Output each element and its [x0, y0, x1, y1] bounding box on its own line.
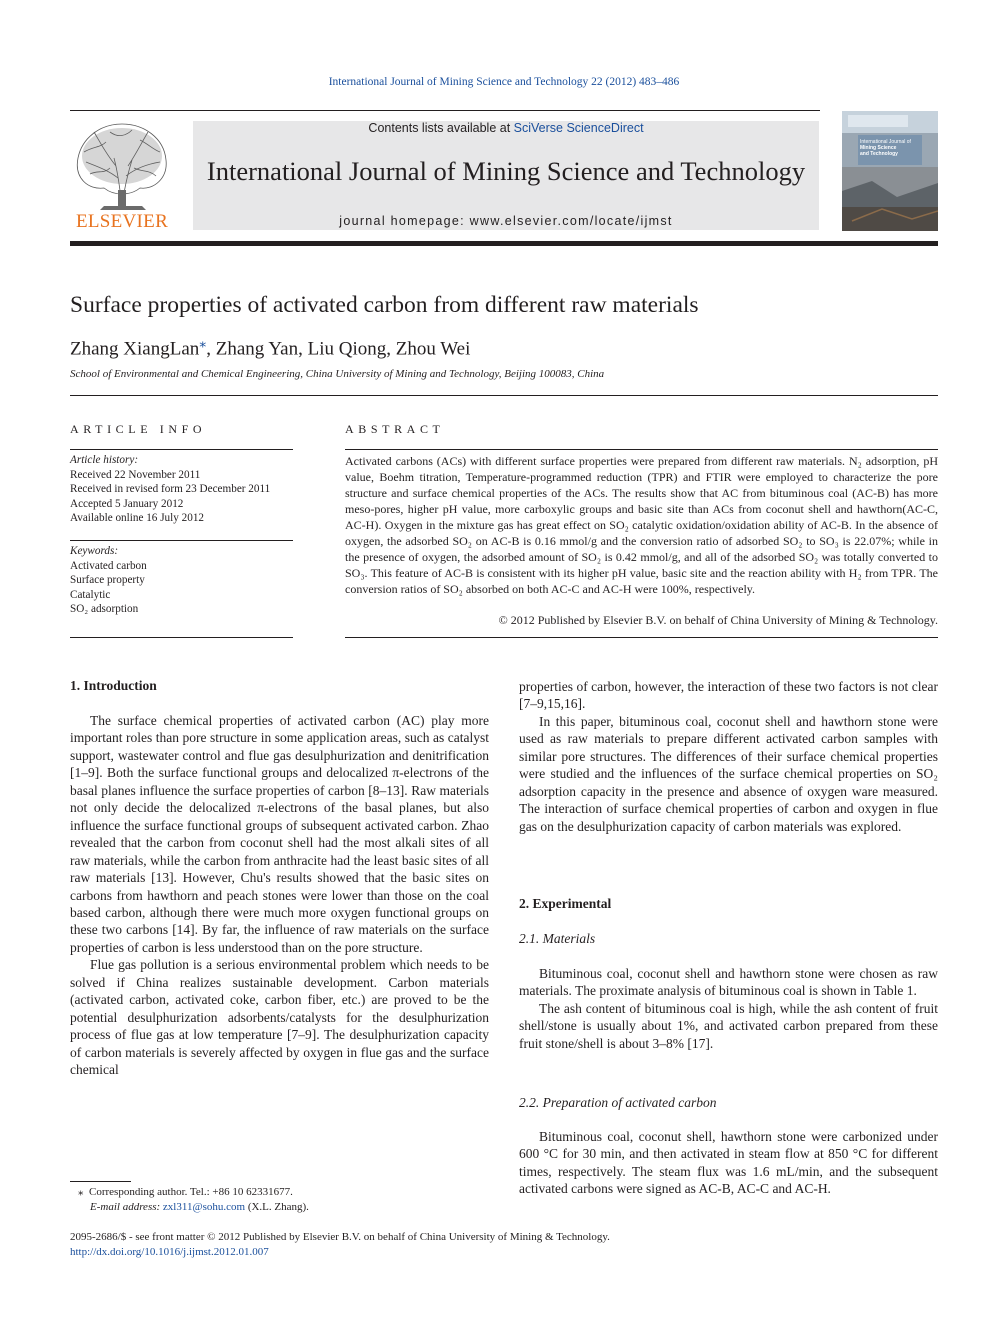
keyword-item: SO₂ adsorption — [70, 603, 139, 615]
introduction-body — [70, 712, 489, 1079]
history-revised: Received in revised form 23 December 2011 — [70, 483, 271, 495]
materials-body — [519, 965, 938, 1052]
section-heading-experimental: 2. Experimental — [519, 896, 612, 911]
doi-link[interactable]: http://dx.doi.org/10.1016/j.ijmst.2012.01.007 — [70, 1246, 269, 1258]
footnote-text: Corresponding author. Tel.: +86 10 62331677. — [89, 1186, 293, 1198]
footnote-mark: ⁎ — [78, 1186, 84, 1198]
elsevier-wordmark: ELSEVIER — [75, 211, 169, 232]
author-list — [70, 335, 470, 360]
contents-line — [193, 121, 819, 135]
article-title: Surface properties of activated carbon from different raw materials — [70, 292, 699, 318]
abstract-text: Activated carbons (ACs) with different surface properties were prepared from different raw materials. N₂ adsorption, pH value, Boehm titration, Temperature-programmed reduction (TPR) and FTIR were employed to characterize the pore structure and surface chemical properties of the ACs. The results show that AC from bituminous coal (AC-B) has more meso-pores, higher pH value, more carboxylic groups and basic site than ACs from coconut shell and hawthorn(AC-C, AC-H). Oxygen in the mixture gas has great effect on SO₂ catalytic oxidation/oxidation ability of AC-B. In the absence of oxygen, the adsorbed SO₂ on AC-B is 0.16 mmol/g and the conversion ratio of adsorbed SO₂ to SO₃ is 22.07%; while in the presence of oxygen, the adsorbed amount of SO₂ is 0.42 mmol/g, and all of the adsorbed SO₂ was totally converted to SO₃. This feature of AC-B is consistent with its higher pH value, basic site and the reaction ability with H₂ from TPR. The conversion ratios of SO₂ absorbed on both AC-C and AC-H were 100%, respectively. — [345, 454, 938, 596]
history-label: Article history: — [70, 454, 139, 466]
article-info-rule — [70, 449, 293, 450]
article-history — [70, 453, 293, 526]
title-rule — [70, 395, 938, 396]
history-online: Available online 16 July 2012 — [70, 512, 205, 524]
paragraph: properties of carbon, however, the interaction of these two factors is not clear [7–9,15,16]. — [519, 679, 938, 712]
keywords — [70, 544, 293, 617]
subsection-heading-preparation: 2.2. Preparation of activated carbon — [519, 1095, 717, 1110]
abstract-rule — [345, 449, 938, 450]
corresponding-author-mark[interactable]: ⁎ — [199, 336, 207, 351]
paragraph: The surface chemical properties of activated carbon (AC) play more important roles than pore structure in some application areas, such as catalyst support, wastewater control and flue gas desulphurization and denitrification [1–9]. Both the surface functional groups and delocalized π-electrons of the basal planes influence the surface properties of carbon [8–13]. Raw materials not only decide the delocalized π-electrons of the basal planes, but also influence the surface functional groups of subsequent activated carbon. Zhao revealed that the carbon from coconut shell had the most alkali sites of all raw materials, while the carbon from anthracite had the least basic sites of all raw materials [13]. However, Chu's results showed that the basic sites on carbons from hawthorn and peach stones were lower than those on the coal based carbon, although there were much more oxygen functional groups on these two carbons [14]. By far, the influence of raw materials on the surface properties of carbon is less understood than on the pore structure. — [70, 713, 489, 955]
header-thick-rule — [70, 241, 938, 246]
journal-homepage[interactable]: journal homepage: www.elsevier.com/locate/ijmst — [339, 214, 673, 228]
journal-name: International Journal of Mining Science and Technology — [206, 156, 806, 186]
keyword-item: Surface property — [70, 574, 145, 586]
header-rule — [70, 110, 820, 111]
keywords-label: Keywords: — [70, 545, 119, 557]
preparation-body — [519, 1128, 938, 1198]
journal-cover-image[interactable] — [842, 111, 938, 231]
section-heading-introduction: 1. Introduction — [70, 678, 157, 693]
abstract-bottom-rule — [345, 637, 938, 638]
paragraph: Flue gas pollution is a serious environmental problem which needs to be solved if China realizes sustainable development. Carbon materials (activated carbon, activated coke, carbon fiber, etc.) are proved to be the potential desulphurization adsorbents/catalysts for the desulphurization process of flue gas at low temperature [7–9]. The desulphurization capacity of carbon materials is severely affected by oxygen in flue gas and the surface chemical — [70, 957, 489, 1078]
paragraph: The ash content of bituminous coal is high, while the ash content of fruit shell/stone is usually about 1%, and activated carbon prepared from these fruit stone/shell is about 3–8% [17]. — [519, 1000, 938, 1051]
email-suffix: (X.L. Zhang). — [245, 1201, 309, 1213]
footnote-email-line — [70, 1200, 309, 1215]
article-info-bottom-rule — [70, 637, 293, 638]
sciencedirect-link[interactable]: SciVerse ScienceDirect — [513, 121, 644, 135]
abstract-heading: ABSTRACT — [345, 422, 445, 436]
article-info-heading: ARTICLE INFO — [70, 422, 207, 436]
contents-prefix: Contents lists available at — [368, 121, 514, 135]
footnote — [70, 1185, 309, 1215]
email-link[interactable]: zxl311@sohu.com — [162, 1201, 246, 1213]
subsection-heading-materials: 2.1. Materials — [519, 931, 596, 946]
footnote-rule — [70, 1181, 131, 1182]
abstract-copyright: © 2012 Published by Elsevier B.V. on behalf of China University of Mining & Technology. — [498, 613, 938, 627]
paragraph: Bituminous coal, coconut shell and hawthorn stone were chosen as raw materials. The proximate analysis of bituminous coal is shown in Table 1. — [519, 966, 938, 999]
keyword-item: Activated carbon — [70, 559, 147, 572]
affiliation: School of Environmental and Chemical Engineering, China University of Mining and Technology, Beijing 100083, China — [70, 368, 605, 380]
issn-line: 2095-2686/$ - see front matter © 2012 Published by Elsevier B.V. on behalf of China University of Mining & Technology. — [70, 1231, 610, 1243]
footnote-corresponding — [70, 1185, 309, 1200]
paragraph: Bituminous coal, coconut shell, hawthorn stone were carbonized under 600 °C for 30 min, and then activated in steam flow at 850 °C for different times, respectively. The steam flux was 1.6 mL/min, and the subsequent activated carbons were signed as AC-B, AC-C and AC-H. — [519, 1129, 938, 1197]
paragraph: In this paper, bituminous coal, coconut shell and hawthorn stone were used as raw materials to prepare different activated carbon samples with similar pore structures. The differences of their surface chemical properties were studied and the influences of the surface chemical properties on SO₂ adsorption capacity in the presence and absence of oxygen ware measured. The interaction of surface chemical properties of carbon and oxygen in flue gas on the desulphurization capacity of carbon materials was explored. — [519, 713, 938, 834]
history-accepted: Accepted 5 January 2012 — [70, 497, 184, 510]
email-label: E-mail address: — [90, 1201, 161, 1213]
page-footer — [70, 1230, 610, 1260]
introduction-continued — [519, 678, 938, 835]
cover-title: International Journal of Mining Science and Technology — [860, 139, 911, 157]
keywords-rule — [70, 540, 293, 541]
corresponding-author: Zhang XiangLan — [70, 338, 200, 360]
other-authors: , Zhang Yan, Liu Qiong, Zhou Wei — [206, 338, 471, 360]
history-received: Received 22 November 2011 — [70, 468, 201, 481]
journal-reference-link[interactable]: International Journal of Mining Science and Technology 22 (2012) 483–486 — [328, 76, 680, 88]
keyword-item: Catalytic — [70, 588, 111, 601]
